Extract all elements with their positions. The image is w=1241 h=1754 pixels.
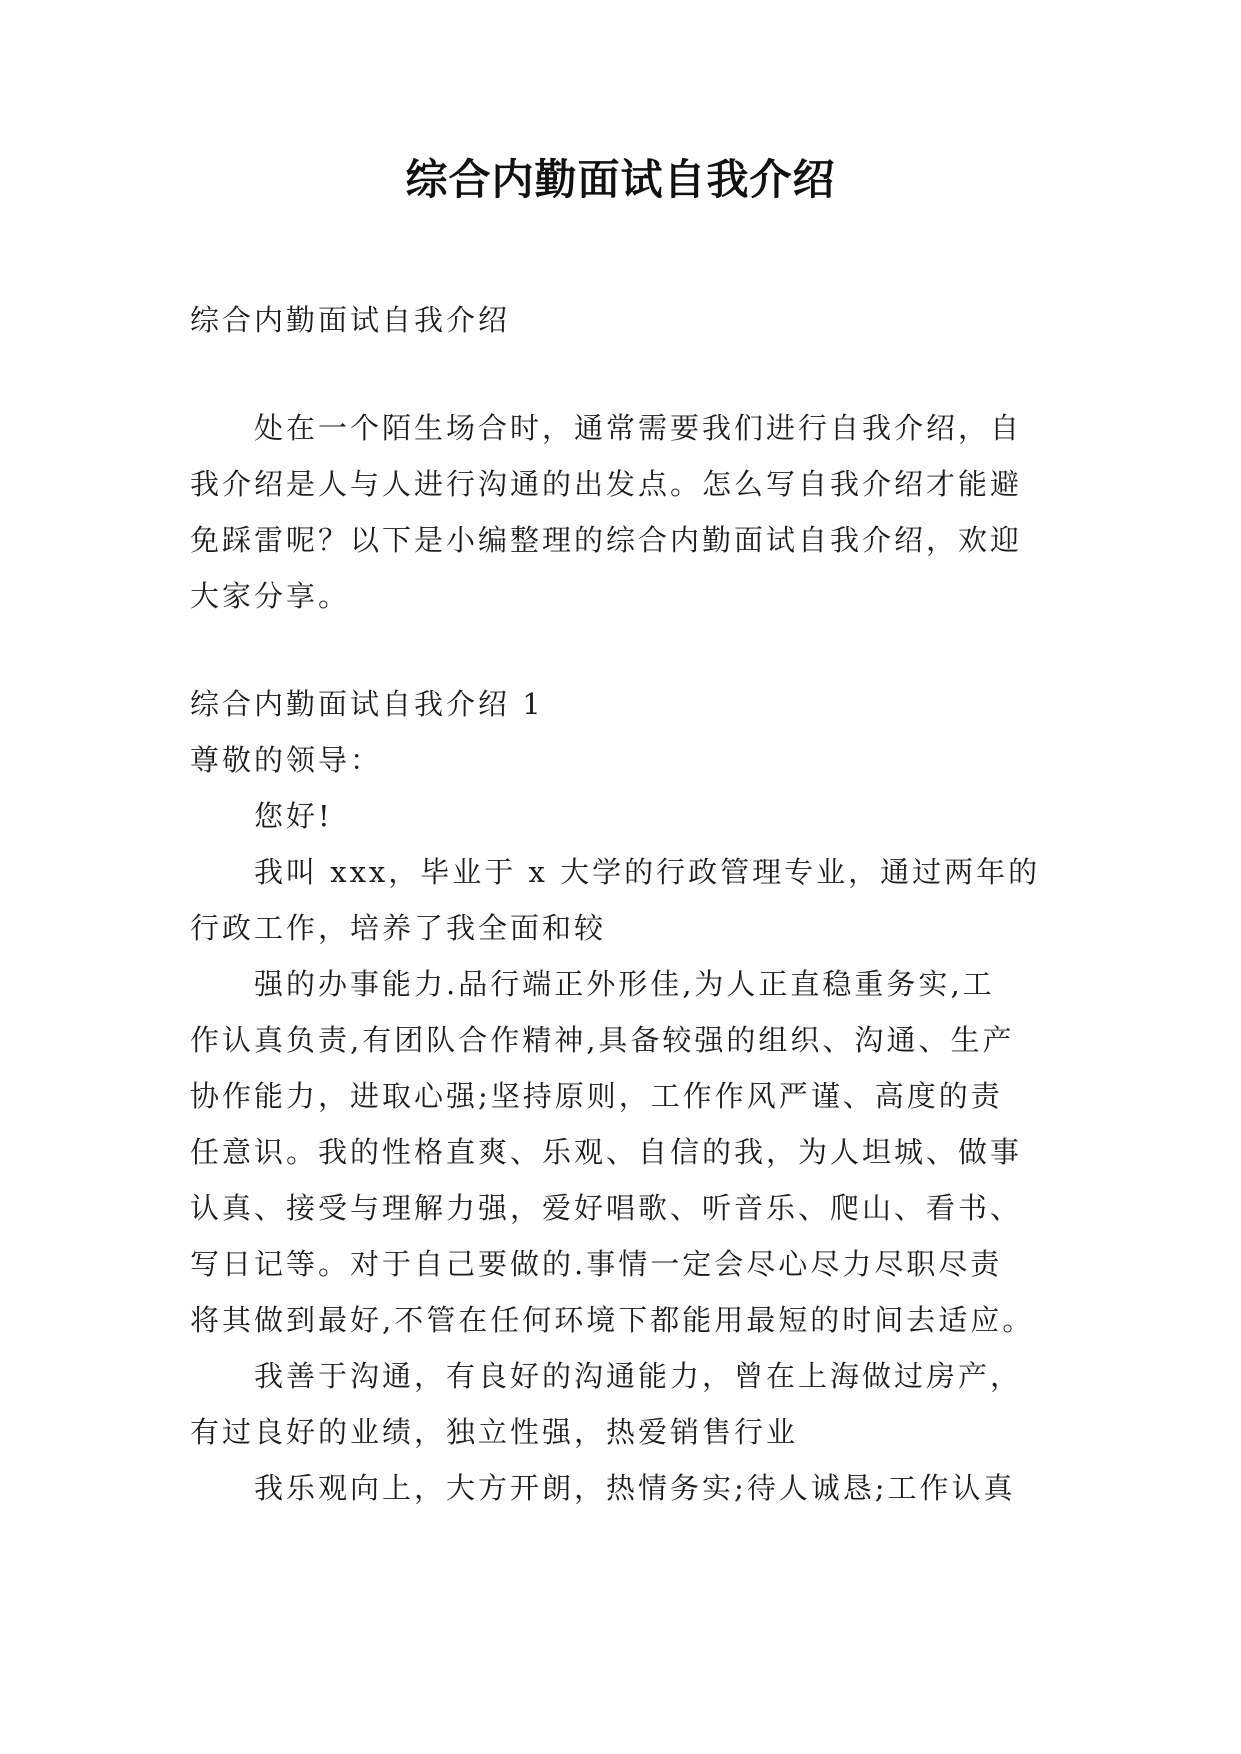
section-heading: 综合内勤面试自我介绍 1 bbox=[190, 687, 544, 721]
paragraph-line: 认真、接受与理解力强，爱好唱歌、听音乐、爬山、看书、 bbox=[190, 1191, 1023, 1225]
paragraph-2 bbox=[190, 956, 1060, 1348]
paragraph-3 bbox=[190, 1348, 1060, 1460]
paragraph-line: 我叫 xxx，毕业于 x 大学的行政管理专业，通过两年的 bbox=[254, 855, 1041, 889]
paragraph-line: 将其做到最好,不管在任何环境下都能用最短的时间去适应。 bbox=[190, 1303, 1035, 1337]
greeting: 您好! bbox=[254, 799, 333, 833]
paragraph-4 bbox=[190, 1460, 1060, 1516]
intro-line: 我介绍是人与人进行沟通的出发点。怎么写自我介绍才能避 bbox=[190, 467, 1023, 501]
paragraph-line: 任意识。我的性格直爽、乐观、自信的我，为人坦城、做事 bbox=[190, 1135, 1023, 1169]
paragraph-1 bbox=[190, 844, 1060, 956]
intro-paragraph bbox=[190, 400, 1060, 624]
paragraph-line: 有过良好的业绩，独立性强，热爱销售行业 bbox=[190, 1415, 799, 1449]
subtitle: 综合内勤面试自我介绍 bbox=[190, 303, 511, 337]
paragraph-line: 作认真负责,有团队合作精神,具备较强的组织、沟通、生产 bbox=[190, 1023, 1015, 1057]
intro-line: 免踩雷呢？以下是小编整理的综合内勤面试自我介绍，欢迎 bbox=[190, 523, 1023, 557]
paragraph-line: 我善于沟通，有良好的沟通能力，曾在上海做过房产， bbox=[254, 1359, 1023, 1393]
document-title: 综合内勤面试自我介绍 bbox=[405, 155, 836, 204]
salutation: 尊敬的领导： bbox=[190, 743, 383, 777]
paragraph-line: 写日记等。对于自己要做的.事情一定会尽心尽力尽职尽责 bbox=[190, 1247, 1003, 1281]
paragraph-line: 我乐观向上，大方开朗，热情务实;待人诚恳;工作认真 bbox=[254, 1471, 1016, 1505]
intro-line: 处在一个陌生场合时，通常需要我们进行自我介绍，自 bbox=[254, 411, 1023, 445]
intro-line: 大家分享。 bbox=[190, 579, 351, 613]
paragraph-line: 行政工作，培养了我全面和较 bbox=[190, 911, 607, 945]
paragraph-line: 协作能力，进取心强;坚持原则，工作作风严谨、高度的责 bbox=[190, 1079, 1003, 1113]
document-body bbox=[190, 292, 1060, 1516]
paragraph-line: 强的办事能力.品行端正外形佳,为人正直稳重务实,工 bbox=[254, 967, 995, 1001]
